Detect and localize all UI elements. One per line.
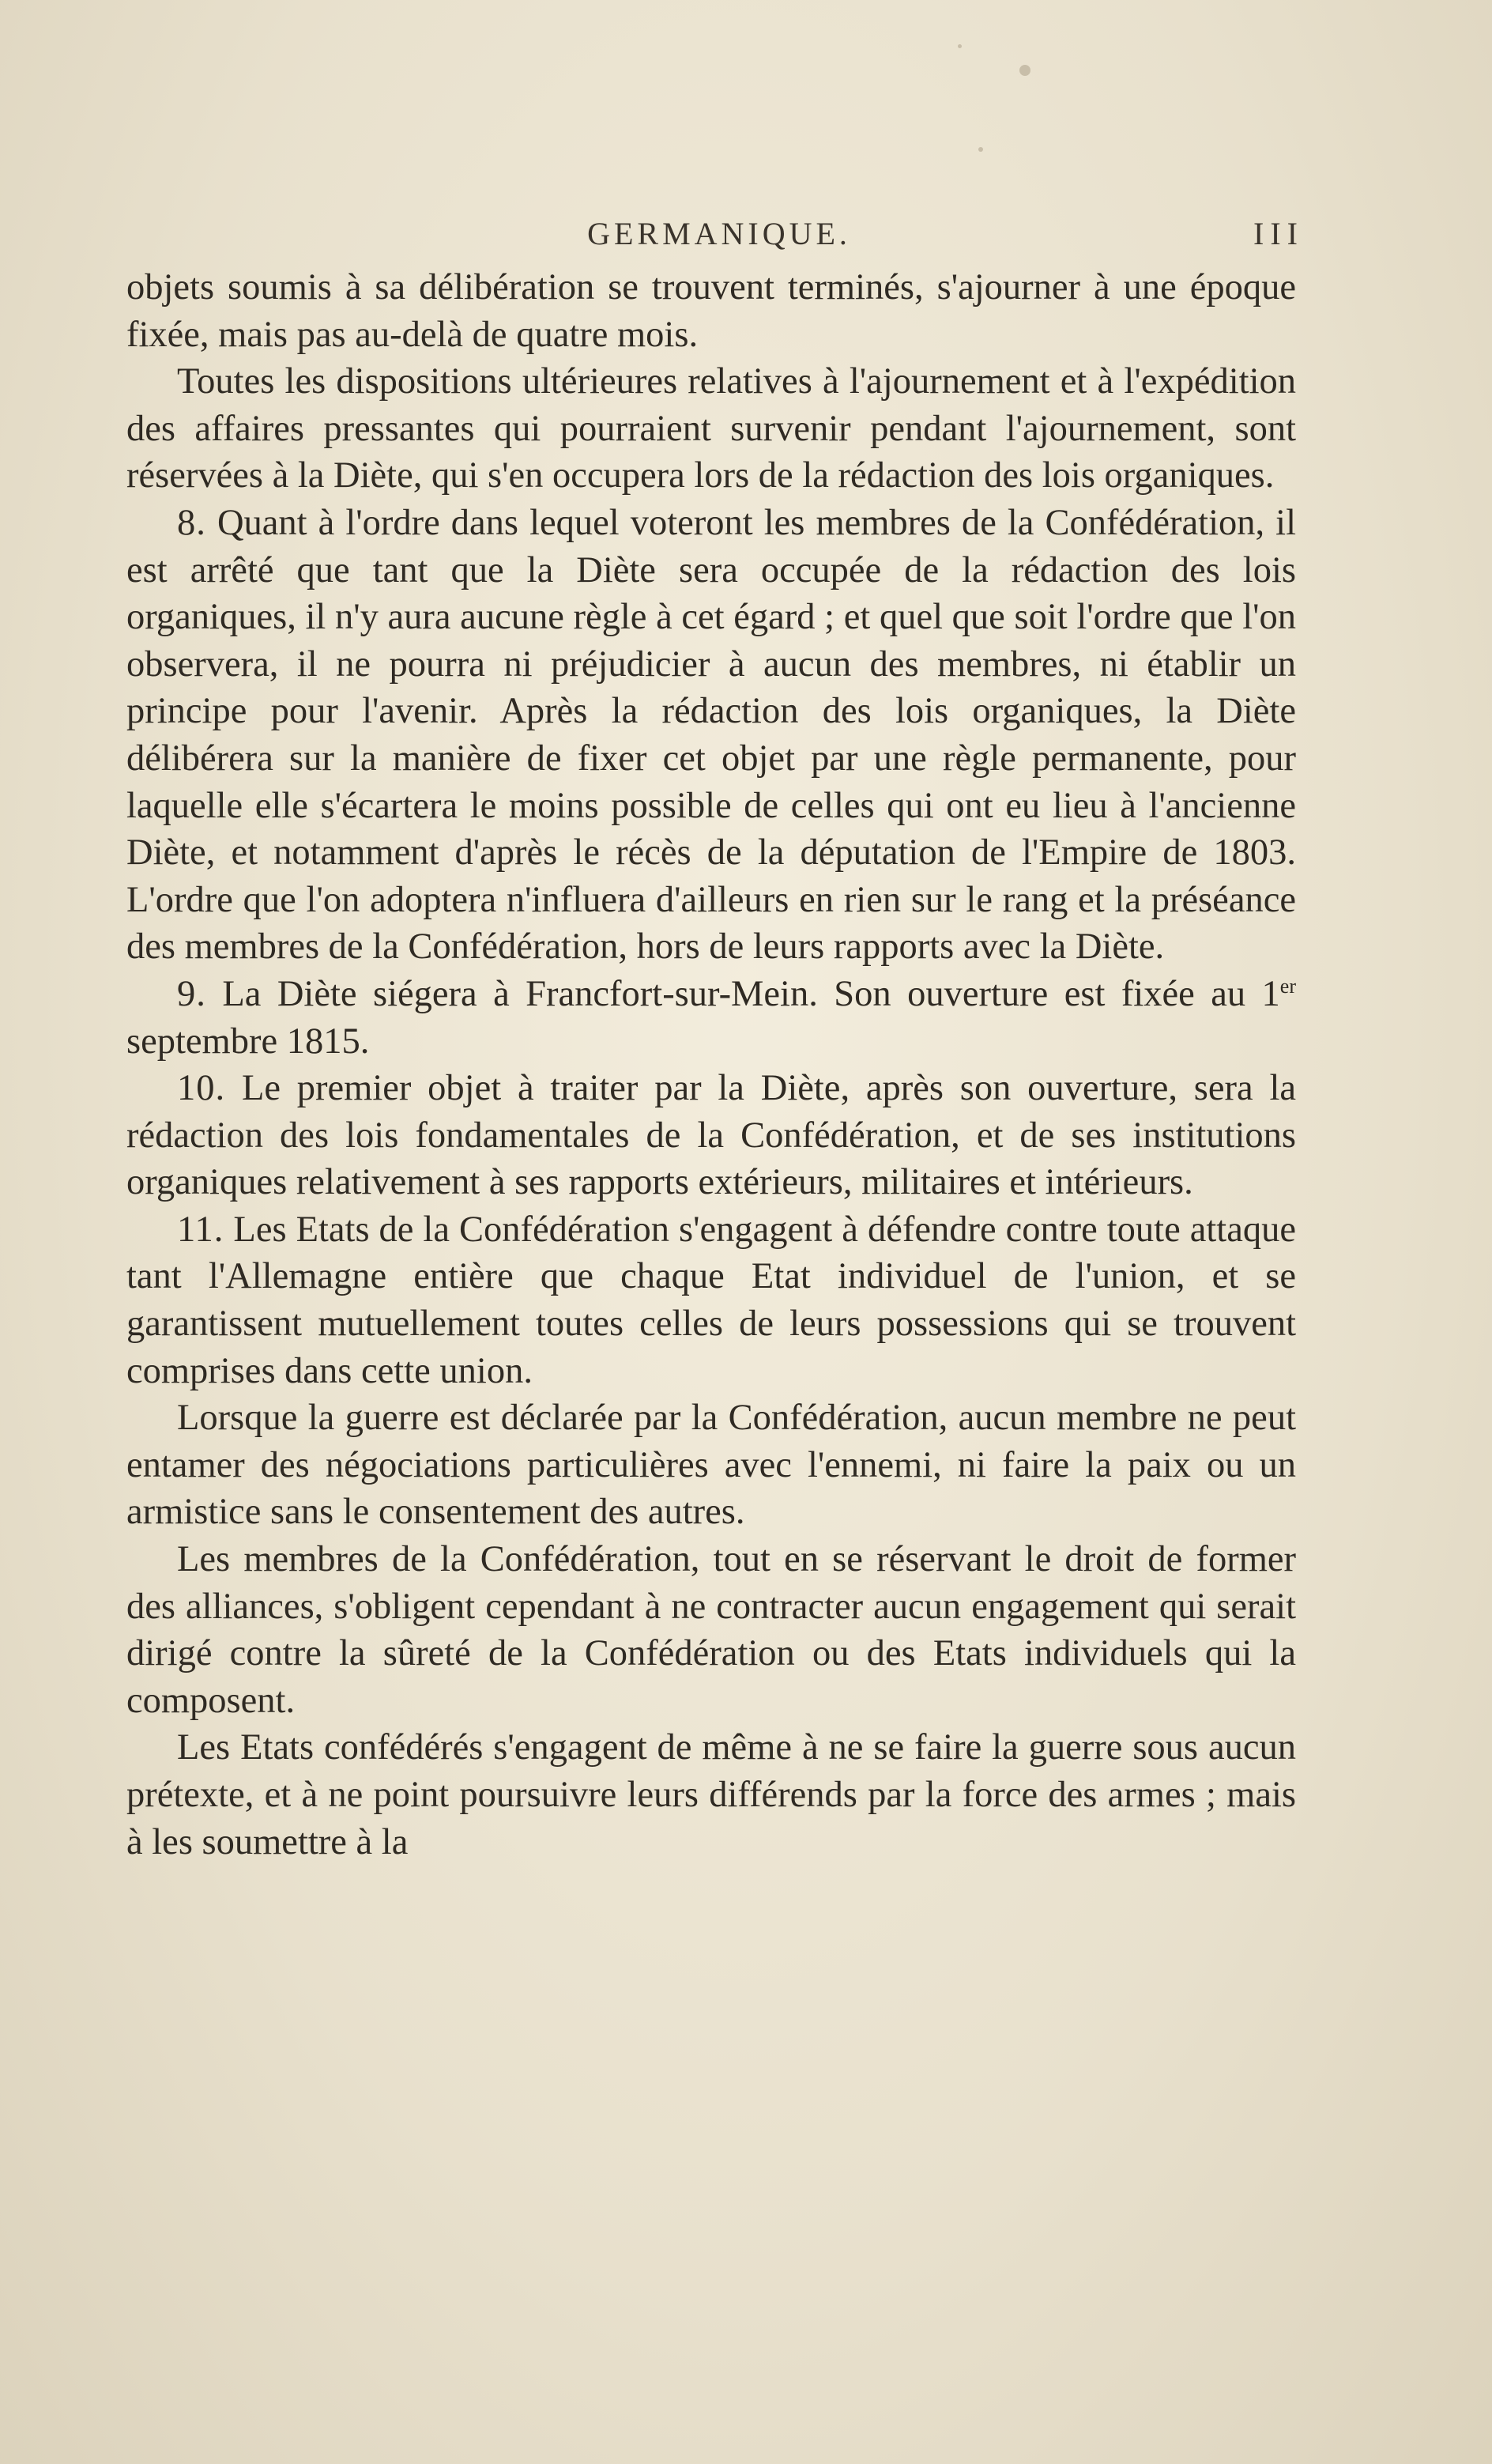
paragraph-text: Quant à l'ordre dans lequel voteront les membres de la Confédération, il est arrêté que tant que la Diète sera occupée de la rédaction des lois organiques, il n'y aura aucune règle à cet égard ; et quel que soit l'ordre que l'on observera, il ne pourra ni préjudicier à aucun des membres, ni établir un principe pour l'avenir. Après la rédaction des lois organiques, la Diète délibérera sur la manière de fixer cet objet par une règle permanente, pour laquelle elle s'écartera le moins possible de celles qui ont eu lieu à l'ancienne Diète, et notamment d'après le récès de la députation de l'Empire de 1803. L'ordre que l'on adoptera n'influera d'ailleurs en rien sur le rang et la préséance des membres de la Confédération, hors de leurs rapports avec la Diète. bbox=[126, 502, 1297, 968]
paper-speck bbox=[978, 147, 983, 152]
paragraph bbox=[126, 1536, 1296, 1724]
article-number: 11. bbox=[177, 1209, 224, 1250]
article-number: 9. bbox=[177, 973, 206, 1014]
article-11 bbox=[126, 1206, 1296, 1394]
paragraph-text: Lorsque la guerre est déclarée par la Confédération, aucun membre ne peut entamer des négociations particulières avec l'ennemi, ni faire la paix ou un armistice sans le consentement des autres. bbox=[126, 1398, 1296, 1533]
body-text bbox=[126, 264, 1296, 1866]
superscript: er bbox=[1279, 974, 1296, 998]
article-9 bbox=[126, 971, 1296, 1065]
paragraph bbox=[126, 1394, 1296, 1536]
paper-speck bbox=[1019, 65, 1030, 76]
paragraph-text: Les Etats de la Confédération s'engagent à défendre contre toute attaque tant l'Allemagne entière que chaque Etat individuel de l'union, et se garantissent mutuellement toutes celles de leurs possessions qui se trouvent comprises dans cette union. bbox=[126, 1209, 1297, 1391]
paragraph-text: Les Etats confédérés s'engagent de même à ne se faire la guerre sous aucun prétexte, et à ne point poursuivre leurs différends par la force des armes ; mais à les soumettre à la bbox=[126, 1727, 1296, 1862]
article-10 bbox=[126, 1065, 1296, 1206]
running-title: GERMANIQUE. bbox=[587, 216, 851, 251]
running-head bbox=[134, 215, 1304, 262]
paragraph-continuation bbox=[126, 264, 1296, 358]
page-number: III bbox=[1253, 216, 1304, 251]
paragraph-text: objets soumis à sa délibération se trouvent terminés, s'ajourner à une époque fixée, mais pas au-delà de quatre mois. bbox=[126, 267, 1296, 355]
paragraph bbox=[126, 1724, 1296, 1866]
article-number: 8. bbox=[177, 502, 206, 543]
article-number: 10. bbox=[177, 1068, 226, 1109]
paragraph-text: La Diète siégera à Francfort-sur-Mein. Son ouverture est fixée au 1 bbox=[222, 973, 1280, 1014]
paragraph-text: septembre 1815. bbox=[126, 1021, 370, 1062]
paragraph bbox=[126, 358, 1296, 500]
paragraph-text: Le premier objet à traiter par la Diète, après son ouverture, sera la rédaction des lois fondamentales de la Confédération, et de ses institutions organiques relativement à ses rapports extérieurs, militaires et intérieurs. bbox=[126, 1068, 1297, 1203]
article-8 bbox=[126, 500, 1296, 971]
paragraph-text: Toutes les dispositions ultérieures relatives à l'ajournement et à l'expédition des affaires pressantes qui pourraient survenir pendant l'ajournement, sont réservées à la Diète, qui s'en occupera lors de la rédaction des lois organiques. bbox=[126, 361, 1296, 496]
paragraph-text: Les membres de la Confédération, tout en se réservant le droit de former des alliances, s'obligent cependant à ne contracter aucun engagement qui serait dirigé contre la sûreté de la Confédération ou des Etats individuels qui la composent. bbox=[126, 1539, 1296, 1721]
paper-speck bbox=[958, 44, 962, 48]
